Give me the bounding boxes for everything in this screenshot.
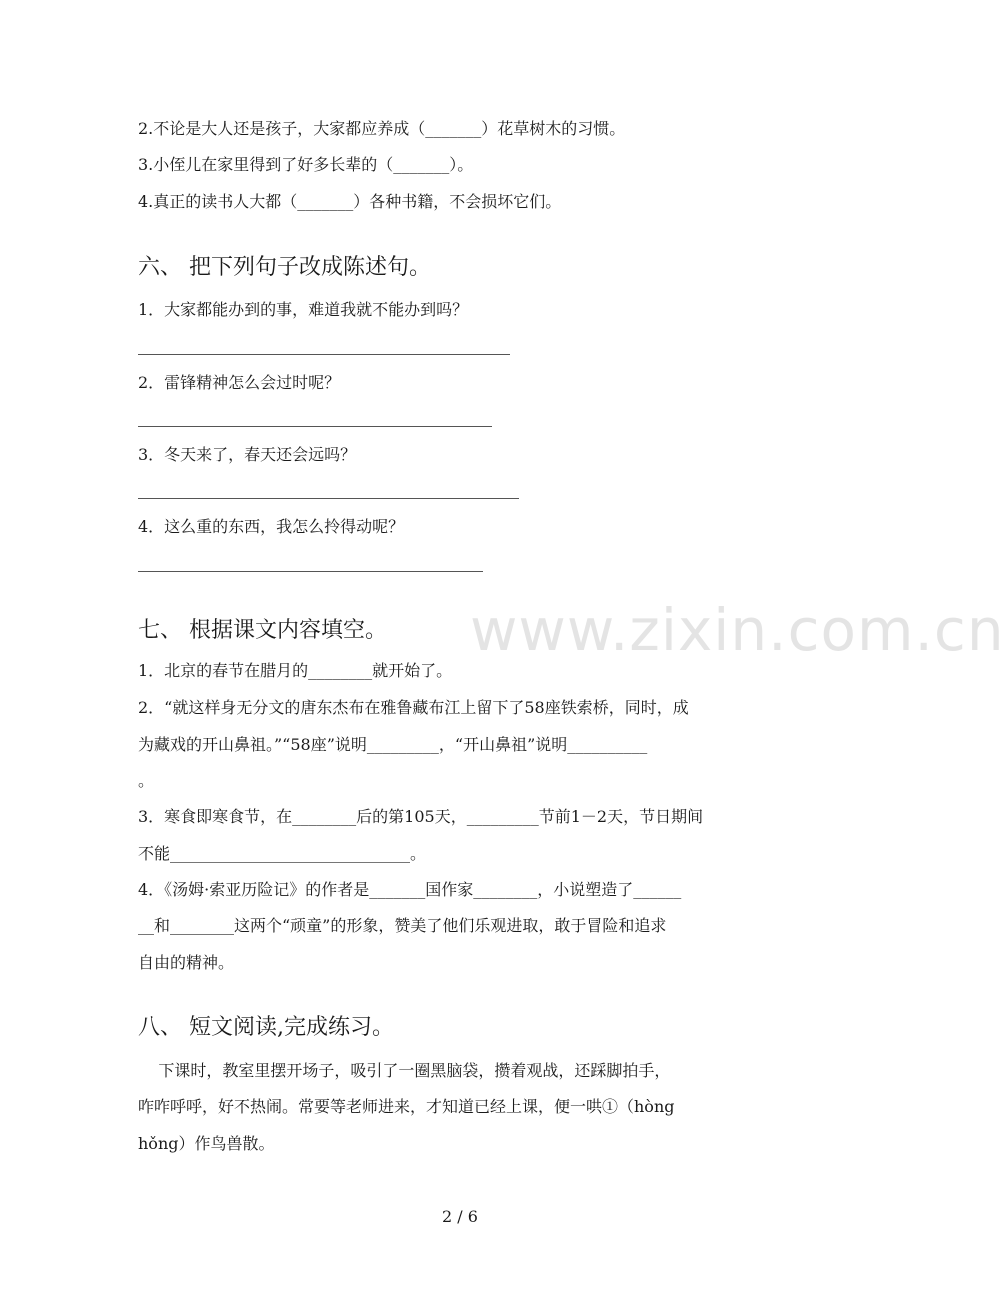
fill-item-3: 3.小侄儿在家里得到了好多长辈的（_______）。 (138, 155, 474, 174)
reading-line-1: 下课时，教室里摆开场子，吸引了一圈黑脑袋，攒着观战，还踩脚拍手， (138, 1061, 671, 1080)
page-number: 2 / 6 (442, 1207, 478, 1226)
fill-line-7: 4．《汤姆·索亚历险记》的作者是_______国作家________，小说塑造了______ (138, 880, 682, 899)
answer-line-3[interactable] (138, 498, 519, 499)
sentence-item-3: 3．冬天来了，春天还会远吗？ (138, 445, 357, 464)
answer-line-2[interactable] (138, 426, 492, 427)
fill-line-2: 2．“就这样身无分文的唐东杰布在雅鲁藏布江上留下了58座铁索桥，同时，成 (138, 698, 689, 717)
fill-line-1: 1．北京的春节在腊月的________就开始了。 (138, 661, 453, 680)
reading-line-2: 咋咋呼呼，好不热闹。常要等老师进来，才知道已经上课，便一哄①（hòng (138, 1097, 675, 1116)
fill-line-3: 为藏戏的开山鼻祖。”“58座”说明_________，“开山鼻祖”说明__________ (138, 735, 648, 754)
fill-item-4: 4.真正的读书人大都（_______）各种书籍，不会损坏它们。 (138, 192, 562, 211)
fill-line-5: 3．寒食即寒食节，在________后的第105天，_________节前1－2天，节日期间 (138, 807, 704, 826)
sentence-item-4: 4．这么重的东西，我怎么拎得动呢？ (138, 517, 405, 536)
sentence-item-2: 2．雷锋精神怎么会过时呢？ (138, 373, 341, 392)
section-8-heading: 八、 短文阅读,完成练习。 (138, 1015, 394, 1040)
fill-line-4: 。 (138, 771, 155, 790)
fill-item-2: 2.不论是大人还是孩子，大家都应养成（_______）花草树木的习惯。 (138, 119, 626, 138)
section-6-heading: 六、 把下列句子改成陈述句。 (138, 255, 431, 280)
fill-line-8: __和________这两个“顽童”的形象，赞美了他们乐观进取，敢于冒险和追求 (138, 916, 667, 935)
section-7-heading: 七、 根据课文内容填空。 (138, 618, 387, 643)
watermark: www.zixin.com.cn (470, 596, 1005, 664)
fill-line-6: 不能______________________________。 (138, 844, 427, 863)
reading-line-3: hǒng）作鸟兽散。 (138, 1134, 275, 1153)
answer-line-4[interactable] (138, 571, 483, 572)
answer-line-1[interactable] (138, 354, 510, 355)
fill-line-9: 自由的精神。 (138, 953, 235, 972)
sentence-item-1: 1．大家都能办到的事，难道我就不能办到吗？ (138, 300, 469, 319)
